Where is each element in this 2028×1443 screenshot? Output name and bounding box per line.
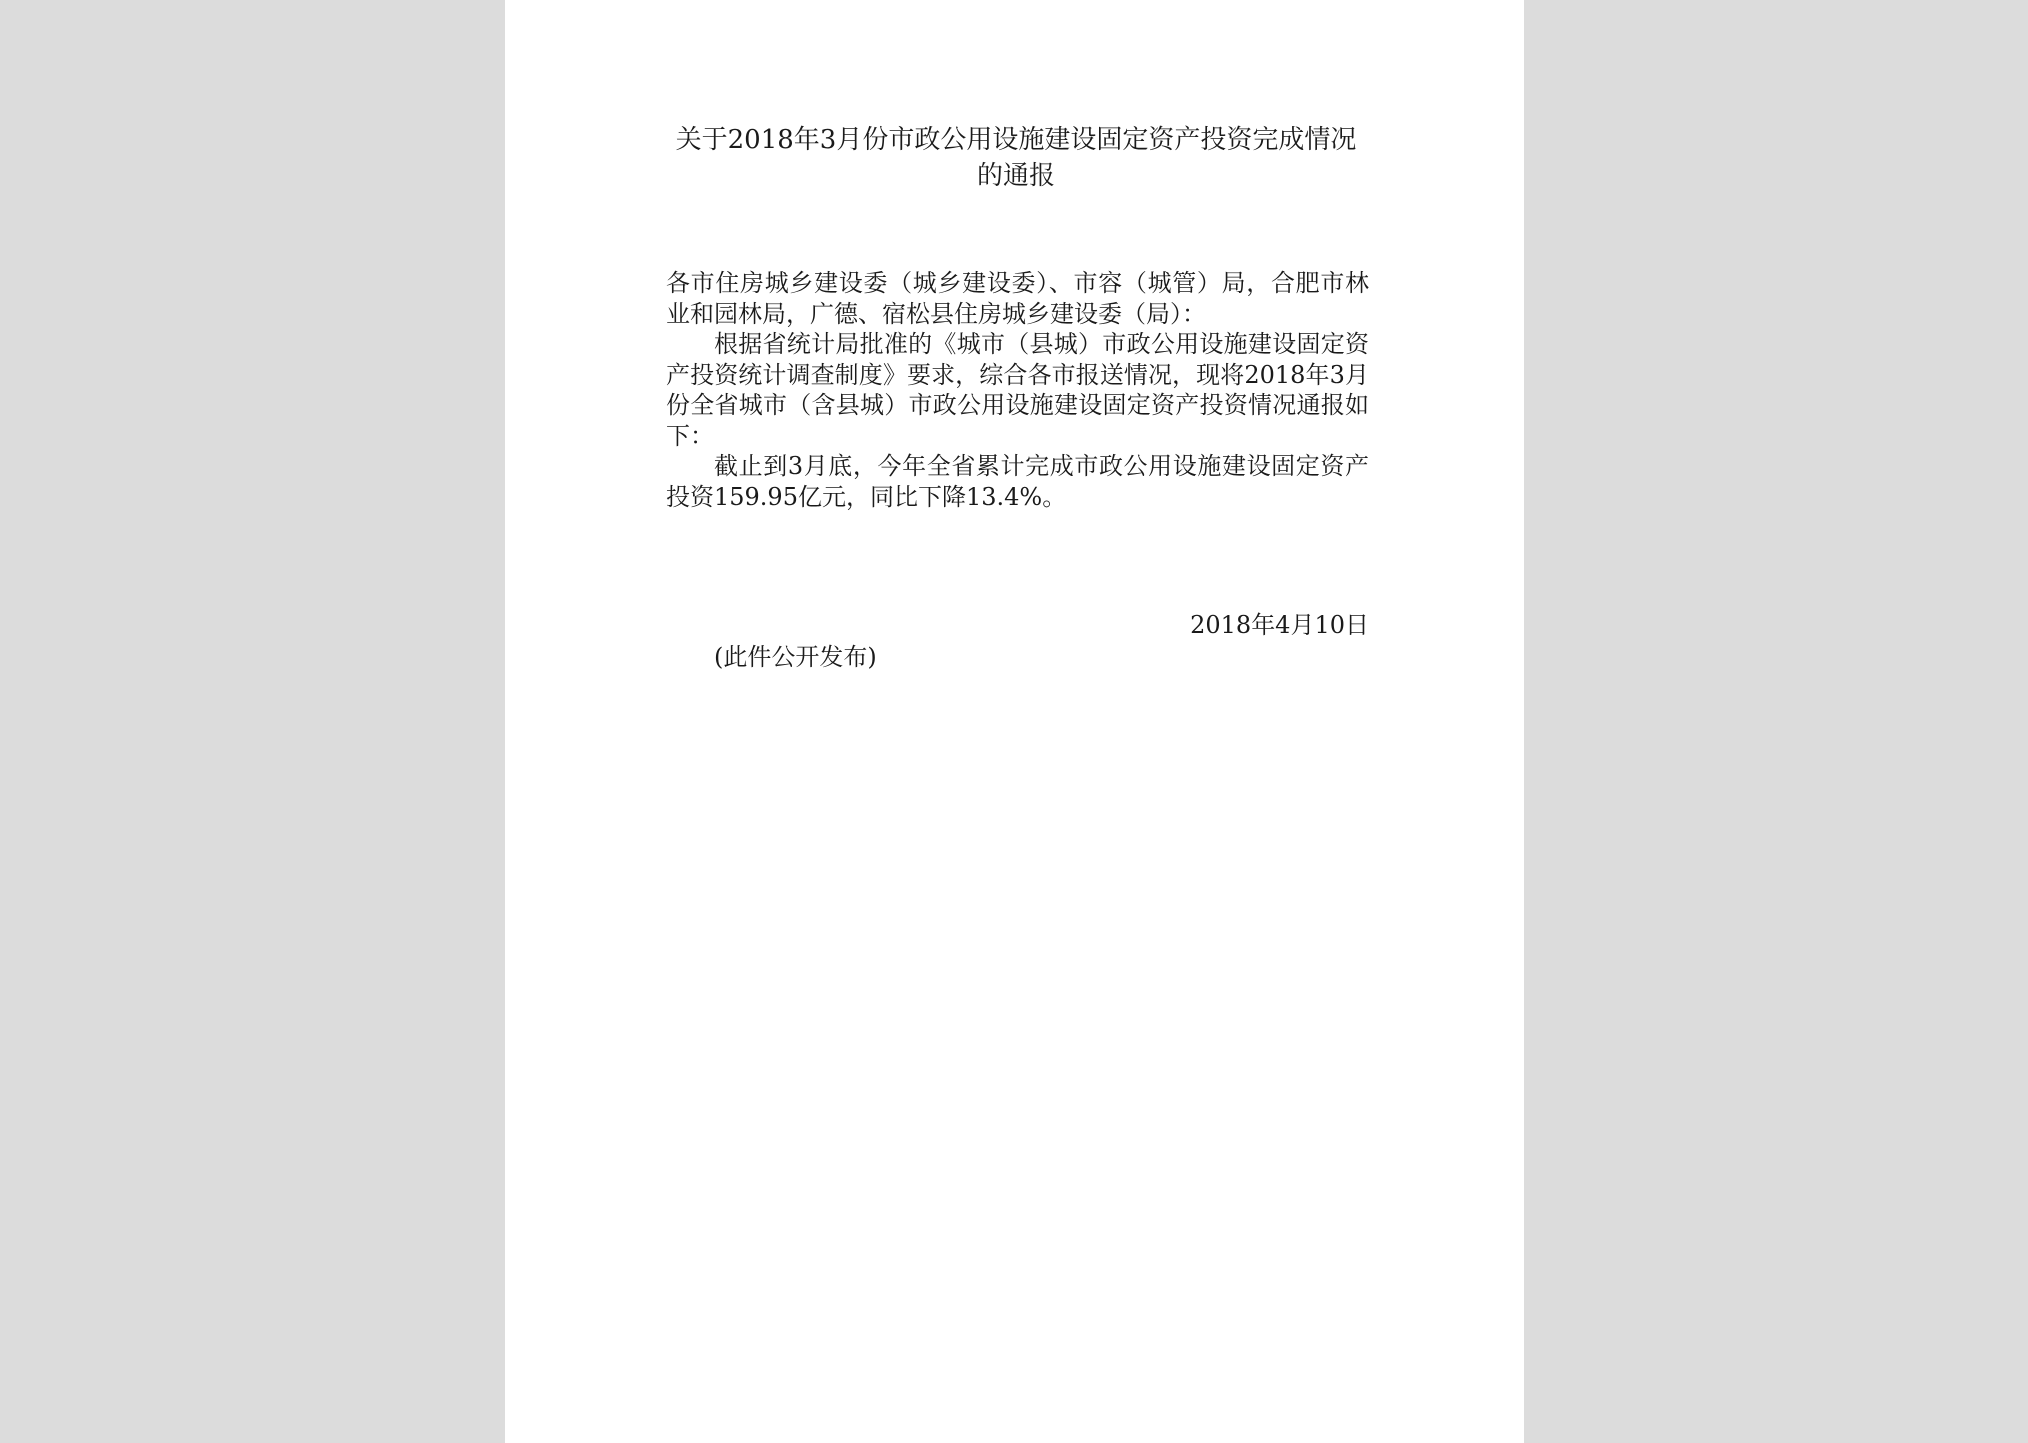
issue-date: 2018年4月10日 bbox=[1190, 611, 1369, 639]
publication-note: (此件公开发布) bbox=[714, 643, 877, 671]
document-page bbox=[505, 0, 1524, 1443]
document-title: 关于2018年3月份市政公用设施建设固定资产投资完成情况的通报 bbox=[675, 125, 1357, 191]
document-body bbox=[666, 268, 1369, 512]
addressee: 各市住房城乡建设委（城乡建设委）、市容（城管）局，合肥市林业和园林局，广德、宿松县住房城乡建设委（局）： bbox=[666, 269, 1369, 328]
paragraph: 根据省统计局批准的《城市（县城）市政公用设施建设固定资产投资统计调查制度》要求，综合各市报送情况，现将2018年3月份全省城市（含县城）市政公用设施建设固定资产投资情况通报如下： bbox=[666, 330, 1369, 450]
paragraph: 截止到3月底，今年全省累计完成市政公用设施建设固定资产投资159.95亿元，同比下降13.4%。 bbox=[666, 452, 1369, 511]
